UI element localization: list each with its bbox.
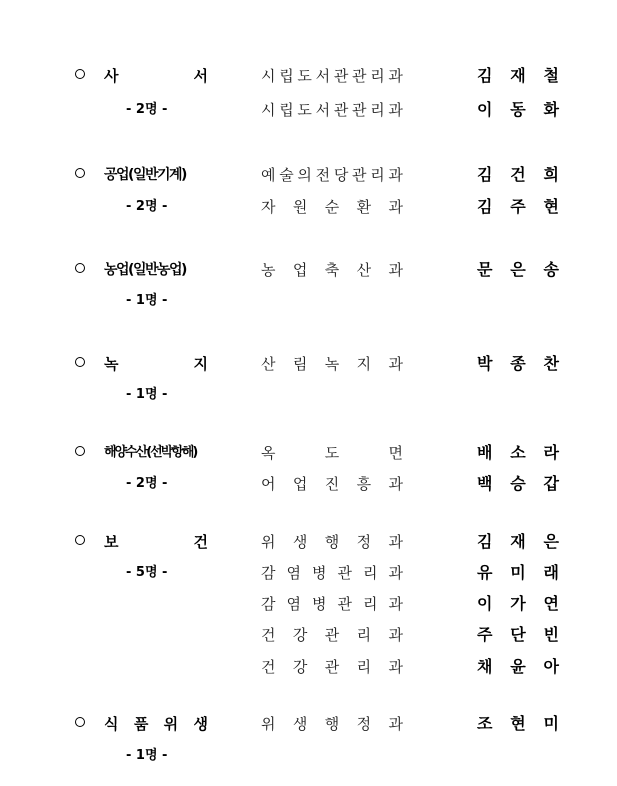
group-row bbox=[0, 744, 617, 768]
group-row bbox=[0, 441, 617, 465]
group-row bbox=[0, 472, 617, 496]
group-row bbox=[0, 592, 617, 616]
department: 예 술 의 전 당 관 리 과 bbox=[261, 166, 403, 184]
department: 어 업 진 흥 과 bbox=[261, 475, 403, 493]
category-label: 녹 지 bbox=[104, 355, 208, 373]
circle-bullet-icon bbox=[75, 69, 85, 79]
category-label: 해양수산(선박항해) bbox=[104, 445, 197, 460]
circle-bullet-icon bbox=[75, 717, 85, 727]
circle-bullet-icon bbox=[75, 357, 85, 367]
group-row bbox=[0, 352, 617, 376]
headcount-label: - 2명 - bbox=[126, 199, 168, 214]
group-row bbox=[0, 64, 617, 88]
department: 건 강 관 리 과 bbox=[261, 626, 403, 644]
group-row bbox=[0, 530, 617, 554]
circle-bullet-icon bbox=[75, 535, 85, 545]
person-name: 주 단 빈 bbox=[477, 625, 559, 644]
group-row bbox=[0, 561, 617, 585]
group-row bbox=[0, 655, 617, 679]
headcount-label: - 1명 - bbox=[126, 293, 168, 308]
department: 위 생 행 정 과 bbox=[261, 715, 403, 733]
group-row bbox=[0, 98, 617, 122]
person-name: 채 윤 아 bbox=[477, 657, 559, 676]
headcount-label: - 2명 - bbox=[126, 102, 168, 117]
group-row bbox=[0, 163, 617, 187]
department: 옥 도 면 bbox=[261, 444, 403, 462]
group-row bbox=[0, 712, 617, 736]
department: 위 생 행 정 과 bbox=[261, 533, 403, 551]
category-label: 보 건 bbox=[104, 533, 208, 551]
department: 산 림 녹 지 과 bbox=[261, 355, 403, 373]
person-name: 배 소 라 bbox=[477, 443, 559, 462]
person-name: 조 현 미 bbox=[477, 714, 559, 733]
circle-bullet-icon bbox=[75, 446, 85, 456]
person-name: 이 가 연 bbox=[477, 594, 559, 613]
category-label: 사 서 bbox=[104, 67, 208, 85]
department: 시 립 도 서 관 관 리 과 bbox=[261, 67, 403, 85]
headcount-label: - 1명 - bbox=[126, 387, 168, 402]
headcount-label: - 1명 - bbox=[126, 748, 168, 763]
person-name: 이 동 화 bbox=[477, 100, 559, 119]
group-row bbox=[0, 623, 617, 647]
person-name: 김 건 희 bbox=[477, 165, 559, 184]
person-name: 박 종 찬 bbox=[477, 354, 559, 373]
group-row bbox=[0, 289, 617, 313]
person-name: 김 재 철 bbox=[477, 66, 559, 85]
department: 감 염 병 관 리 과 bbox=[261, 595, 403, 613]
category-label: 농업(일반농업) bbox=[104, 262, 186, 278]
person-name: 유 미 래 bbox=[477, 563, 559, 582]
group-row bbox=[0, 195, 617, 219]
department: 농 업 축 산 과 bbox=[261, 261, 403, 279]
person-name: 문 은 송 bbox=[477, 260, 559, 279]
department: 시 립 도 서 관 관 리 과 bbox=[261, 101, 403, 119]
circle-bullet-icon bbox=[75, 168, 85, 178]
person-name: 김 재 은 bbox=[477, 532, 559, 551]
department: 건 강 관 리 과 bbox=[261, 658, 403, 676]
department: 감 염 병 관 리 과 bbox=[261, 564, 403, 582]
headcount-label: - 5명 - bbox=[126, 565, 168, 580]
circle-bullet-icon bbox=[75, 263, 85, 273]
department: 자 원 순 환 과 bbox=[261, 198, 403, 216]
headcount-label: - 2명 - bbox=[126, 476, 168, 491]
category-label: 공업(일반기계) bbox=[104, 167, 186, 183]
group-row bbox=[0, 258, 617, 282]
group-row bbox=[0, 383, 617, 407]
person-name: 백 승 갑 bbox=[477, 474, 559, 493]
person-name: 김 주 현 bbox=[477, 197, 559, 216]
category-label: 식 품 위 생 bbox=[104, 715, 208, 733]
